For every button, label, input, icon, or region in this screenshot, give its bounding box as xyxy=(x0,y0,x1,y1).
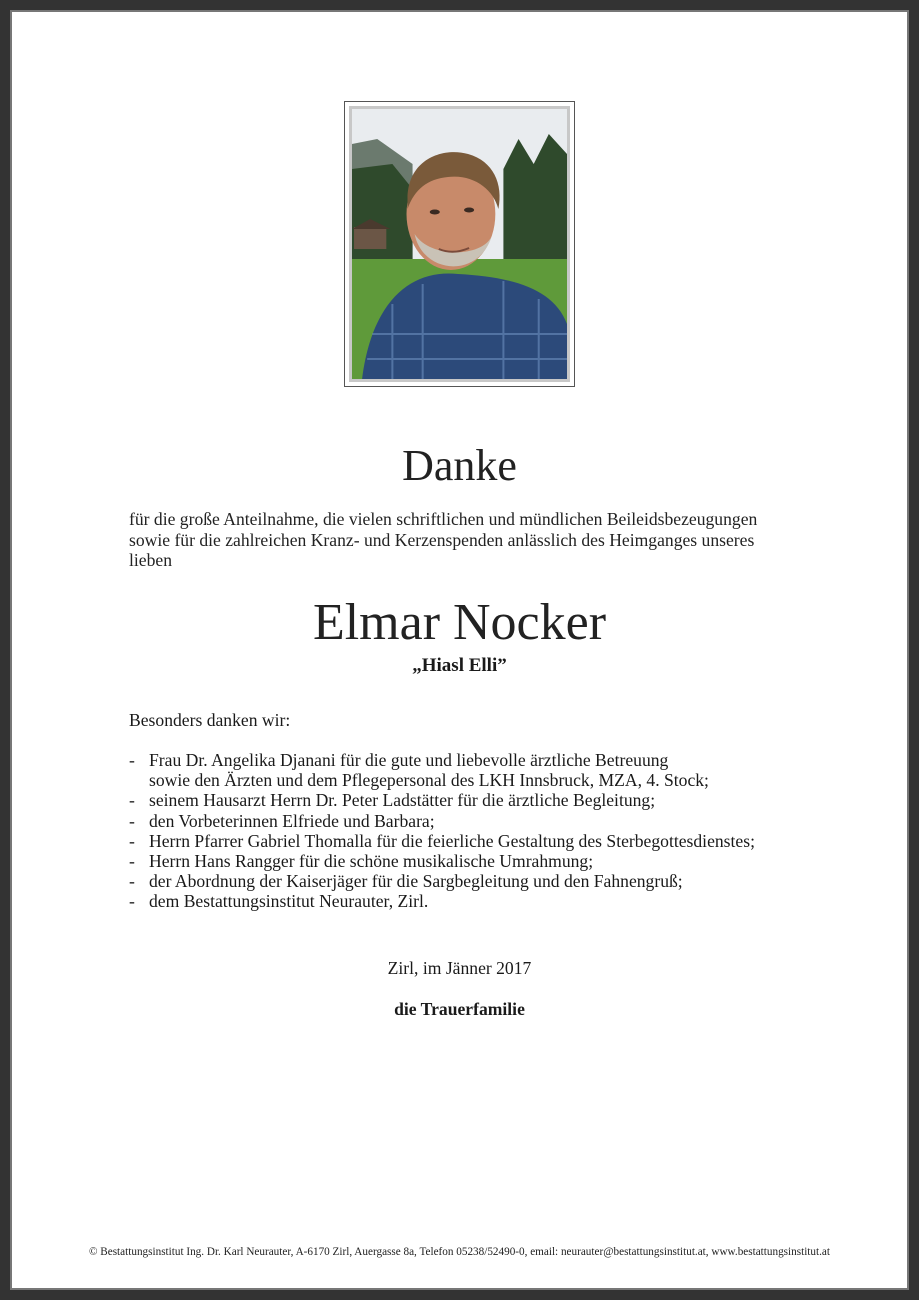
list-item xyxy=(129,790,829,810)
list-item xyxy=(129,871,829,891)
list-item-text: Frau Dr. Angelika Djanani für die gute und liebevolle ärztliche Betreuung sowie den Ärzten und dem Pflegepersonal des LKH Innsbruck, MZA, 4. Stock; xyxy=(149,750,709,791)
list-item xyxy=(129,831,829,851)
footer-copyright: © Bestattungsinstitut Ing. Dr. Karl Neurauter, A-6170 Zirl, Auergasse 8a, Telefon 05238/52490-0, email: neurauter@bestattungsinstitut.at, www.bestattungsinstitut.at xyxy=(88,1246,830,1258)
list-item-text: der Abordnung der Kaiserjäger für die Sargbegleitung und den Fahnengruß; xyxy=(149,871,683,892)
portrait-image xyxy=(352,109,567,379)
list-item-text: den Vorbeterinnen Elfriede und Barbara; xyxy=(149,810,435,831)
list-item xyxy=(129,891,829,911)
list-item-text: seinem Hausarzt Herrn Dr. Peter Ladstätter für die ärztliche Begleitung; xyxy=(149,790,656,811)
deceased-name: Elmar Nocker xyxy=(312,594,607,651)
list-item xyxy=(129,851,829,871)
place-date: Zirl, im Jänner 2017 xyxy=(387,958,532,978)
signoff: die Trauerfamilie xyxy=(394,999,525,1019)
list-marker: - xyxy=(129,790,135,811)
list-item-text: Herrn Hans Rangger für die schöne musikalische Umrahmung; xyxy=(149,851,594,872)
list-item xyxy=(129,811,829,831)
list-marker: - xyxy=(129,871,135,892)
list-item-text: dem Bestattungsinstitut Neurauter, Zirl. xyxy=(149,891,429,912)
portrait-frame xyxy=(344,101,575,387)
thanks-heading: Besonders danken wir: xyxy=(129,710,291,730)
portrait-photo xyxy=(349,106,570,382)
deceased-nickname: „Hiasl Elli” xyxy=(412,655,507,676)
list-item xyxy=(129,750,829,790)
intro-text: für die große Anteilnahme, die vielen schriftlichen und mündlichen Beileidsbezeugungen sowie für die zahlreichen Kranz- und Kerzenspenden anlässlich des Heimganges unseres lieben xyxy=(129,509,758,570)
list-item-text: Herrn Pfarrer Gabriel Thomalla für die feierliche Gestaltung des Sterbegottesdienstes; xyxy=(149,830,755,851)
page-title: Danke xyxy=(402,441,517,490)
list-marker: - xyxy=(129,851,135,872)
list-marker: - xyxy=(129,830,135,851)
thanks-list xyxy=(129,750,829,912)
list-marker: - xyxy=(129,750,135,770)
list-marker: - xyxy=(129,891,135,912)
list-marker: - xyxy=(129,810,135,831)
